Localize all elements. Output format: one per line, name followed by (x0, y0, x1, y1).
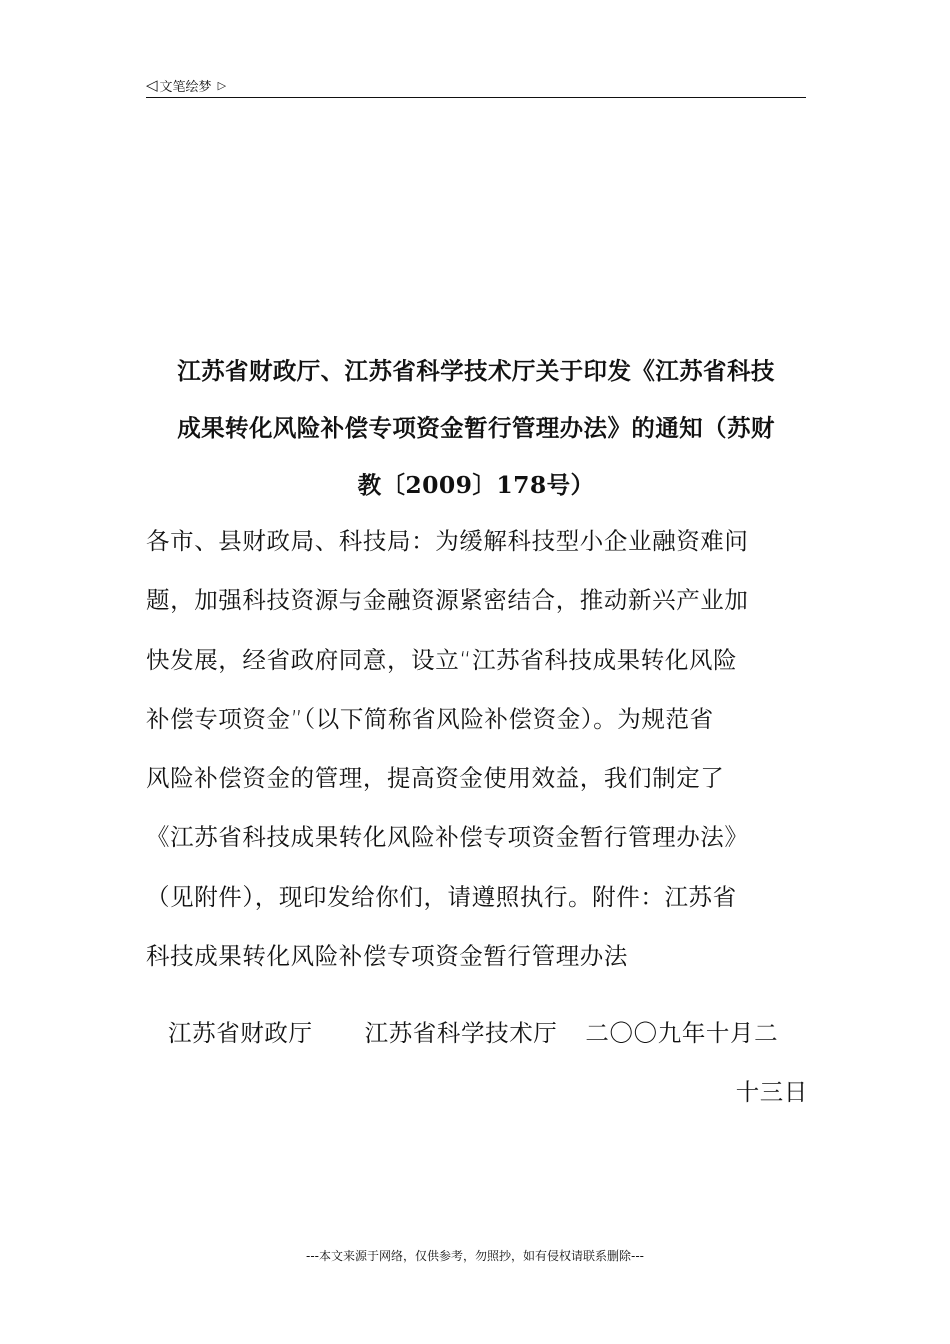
body-line: 《江苏省科技成果转化风险补偿专项资金暂行管理办法》 (146, 823, 749, 852)
body-line: （见附件），现印发给你们，请遵照执行。附件：江苏省 (146, 882, 737, 911)
body-line: 题，加强科技资源与金融资源紧密结合，推动新兴产业加 (146, 586, 749, 615)
body-line: 风险补偿资金的管理，提高资金使用效益，我们制定了 (146, 764, 725, 793)
title-line: 江苏省财政厅、江苏省科学技术厅关于印发《江苏省科技 (177, 357, 775, 385)
body-line: 科技成果转化风险补偿专项资金暂行管理办法 (146, 942, 628, 971)
triangle-left-icon: ◁ (146, 75, 158, 94)
page-header (146, 72, 806, 98)
signature-org-science: 江苏省科学技术厅 (364, 1019, 558, 1047)
document-body (146, 512, 810, 986)
body-line: 补偿专项资金”（以下简称省风险补偿资金）。为规范省 (146, 704, 714, 733)
signature-date-continued: 十三日 (735, 1078, 808, 1106)
signature-org-finance: 江苏省财政厅 (168, 1019, 313, 1047)
signature-date: 二〇〇九年十月二 (585, 1019, 779, 1047)
body-line: 各市、县财政局、科技局：为缓解科技型小企业融资难问 (146, 527, 749, 555)
triangle-right-icon: ▷ (217, 78, 227, 92)
title-line: 成果转化风险补偿专项资金暂行管理办法》的通知（苏财 (177, 414, 775, 442)
signature-block (146, 1004, 810, 1122)
document-title (140, 343, 812, 514)
body-line: 快发展，经省政府同意，设立“江苏省科技成果转化风险 (146, 645, 738, 674)
title-line: 教〔2009〕178号） (357, 471, 595, 499)
header-brand: 文笔绘梦 (159, 79, 212, 95)
header-divider (146, 97, 806, 98)
page-footer: ---本文来源于网络，仅供参考，勿照抄，如有侵权请联系删除--- (306, 1249, 644, 1263)
